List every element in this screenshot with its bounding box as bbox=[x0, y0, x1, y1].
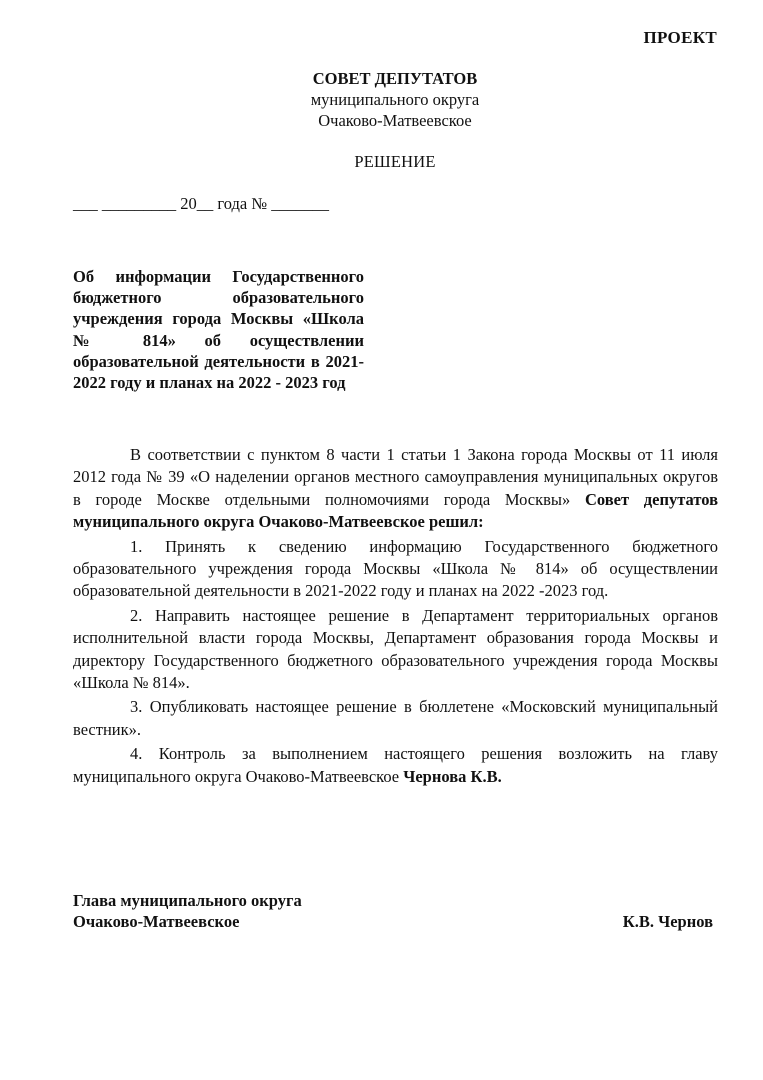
decision-item-text: 2. Направить настоящее решение в Департамент территориальных органов исполнительной власти города Москвы, Департамент образования города Москвы и директору Государственного бюджетного образовательного учреждения города Москвы «Школа № 814». bbox=[73, 605, 718, 693]
decision-body bbox=[73, 444, 718, 790]
signatory-title-line-1: Глава муниципального округа bbox=[73, 891, 302, 910]
document-header bbox=[0, 68, 763, 131]
preamble-resolution: Совет депутатов муниципального округа Очаково-Матвеевское решил: bbox=[73, 489, 718, 532]
decision-item-text: 1. Принять к сведению информацию Государственного бюджетного образовательного учреждения города Москвы «Школа № 814» об осуществлении образовательной деятельности в 2021-2022 году и планах на 2022 -2023 год. bbox=[73, 536, 718, 601]
decision-item-1 bbox=[73, 536, 718, 603]
decision-item-4 bbox=[73, 743, 718, 788]
decision-title: РЕШЕНИЕ bbox=[354, 152, 436, 171]
decision-item-2 bbox=[73, 605, 718, 695]
signatory-title-line-2: Очаково-Матвеевское bbox=[73, 912, 240, 931]
decision-subject: Об информации Государственного бюджетного образовательного учреждения города Москвы «Школа № 814» об осуществлении образовательной деятельности в 2021-2022 году и планах на 2022 - 2023 год bbox=[73, 267, 364, 393]
preamble-text: В соответствии с пунктом 8 части 1 статьи 1 Закона города Москвы от 11 июля 2012 года № 39 «О наделении органов местного самоуправления муниципальных округов в городе Москве отдельными полномочиями города Москвы» bbox=[73, 445, 718, 509]
decision-item-text: 3. Опубликовать настоящее решение в бюллетене «Московский муниципальный вестник». bbox=[73, 697, 718, 739]
district-line-1: муниципального округа bbox=[310, 90, 480, 109]
preamble-paragraph bbox=[73, 444, 718, 534]
signatory-name: К.В. Чернов bbox=[622, 912, 713, 931]
council-name: СОВЕТ ДЕПУТАТОВ bbox=[312, 69, 478, 88]
decision-item-text: 4. Контроль за выполнением настоящего решения возложить на главу муниципального округа Очаково-Матвеевское bbox=[73, 744, 718, 786]
signature-block bbox=[73, 890, 713, 932]
draft-label: ПРОЕКТ bbox=[643, 28, 717, 47]
district-line-2: Очаково-Матвеевское bbox=[318, 111, 472, 130]
date-number-line: ___ _________ 20__ года № _______ bbox=[73, 194, 329, 213]
decision-item-3 bbox=[73, 696, 718, 741]
responsible-person: Чернова К.В. bbox=[403, 766, 502, 786]
